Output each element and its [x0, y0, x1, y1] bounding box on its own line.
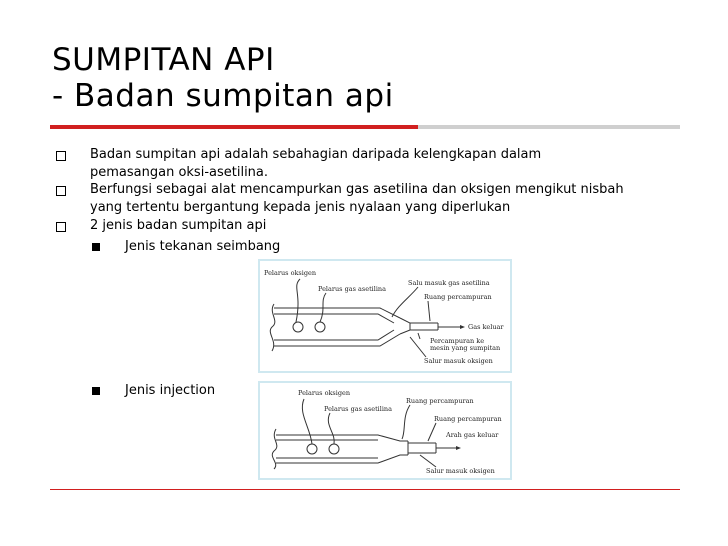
fig1-label-b: Pelarus gas asetilina [318, 285, 386, 293]
fig2-label-f: Salur masuk oksigen [426, 467, 495, 475]
fig2-label-a: Pelarus oksigen [298, 389, 351, 397]
filled-square-bullet-icon [92, 387, 100, 395]
title-line-2: - Badan sumpitan api [52, 78, 394, 114]
bullet-3-line-1: 2 jenis badan sumpitan api [90, 218, 267, 233]
fig1-label-c: Salu masuk gas asetilina [408, 279, 490, 287]
sub-bullet-2-label: Jenis injection [125, 383, 216, 398]
hollow-square-bullet-icon [56, 222, 66, 232]
fig1-label-a: Pelarus oksigen [264, 269, 317, 277]
fig2-label-c: Ruang percampuran [406, 397, 474, 405]
title-underline-accent [50, 125, 418, 129]
balanced-pressure-diagram [258, 259, 512, 373]
fig1-label-d: Ruang percampuran [424, 293, 492, 301]
fig2-label-e: Arah gas keluar [446, 431, 499, 439]
slide-title [52, 42, 394, 114]
bullet-2-line-2: yang tertentu bergantung kepada jenis nyalaan yang diperlukan [90, 200, 511, 215]
title-line-1: SUMPITAN API [52, 42, 275, 78]
fig1-label-f: Percampuran ke [430, 337, 485, 345]
fig1-label-e: Gas keluar [468, 323, 504, 331]
hollow-square-bullet-icon [56, 151, 66, 161]
fig1-label-g: mesin yang sumpitan [430, 344, 501, 352]
filled-square-bullet-icon [92, 243, 100, 251]
bullet-2-line-1: Berfungsi sebagai alat mencampurkan gas asetilina dan oksigen mengikut nisbah [90, 182, 624, 197]
fig2-label-d: Ruang percampuran [434, 415, 502, 423]
fig2-label-b: Pelarus gas asetilina [324, 405, 392, 413]
hollow-square-bullet-icon [56, 186, 66, 196]
title-underline [50, 125, 680, 129]
injection-diagram [258, 381, 512, 480]
sub-bullet-1-label: Jenis tekanan seimbang [125, 239, 281, 254]
fig1-label-h: Salur masuk oksigen [424, 357, 493, 365]
footer-rule [50, 489, 680, 490]
bullet-1-line-2: pemasangan oksi-asetilina. [90, 165, 269, 180]
bullet-1-line-1: Badan sumpitan api adalah sebahagian daripada kelengkapan dalam [90, 147, 542, 162]
